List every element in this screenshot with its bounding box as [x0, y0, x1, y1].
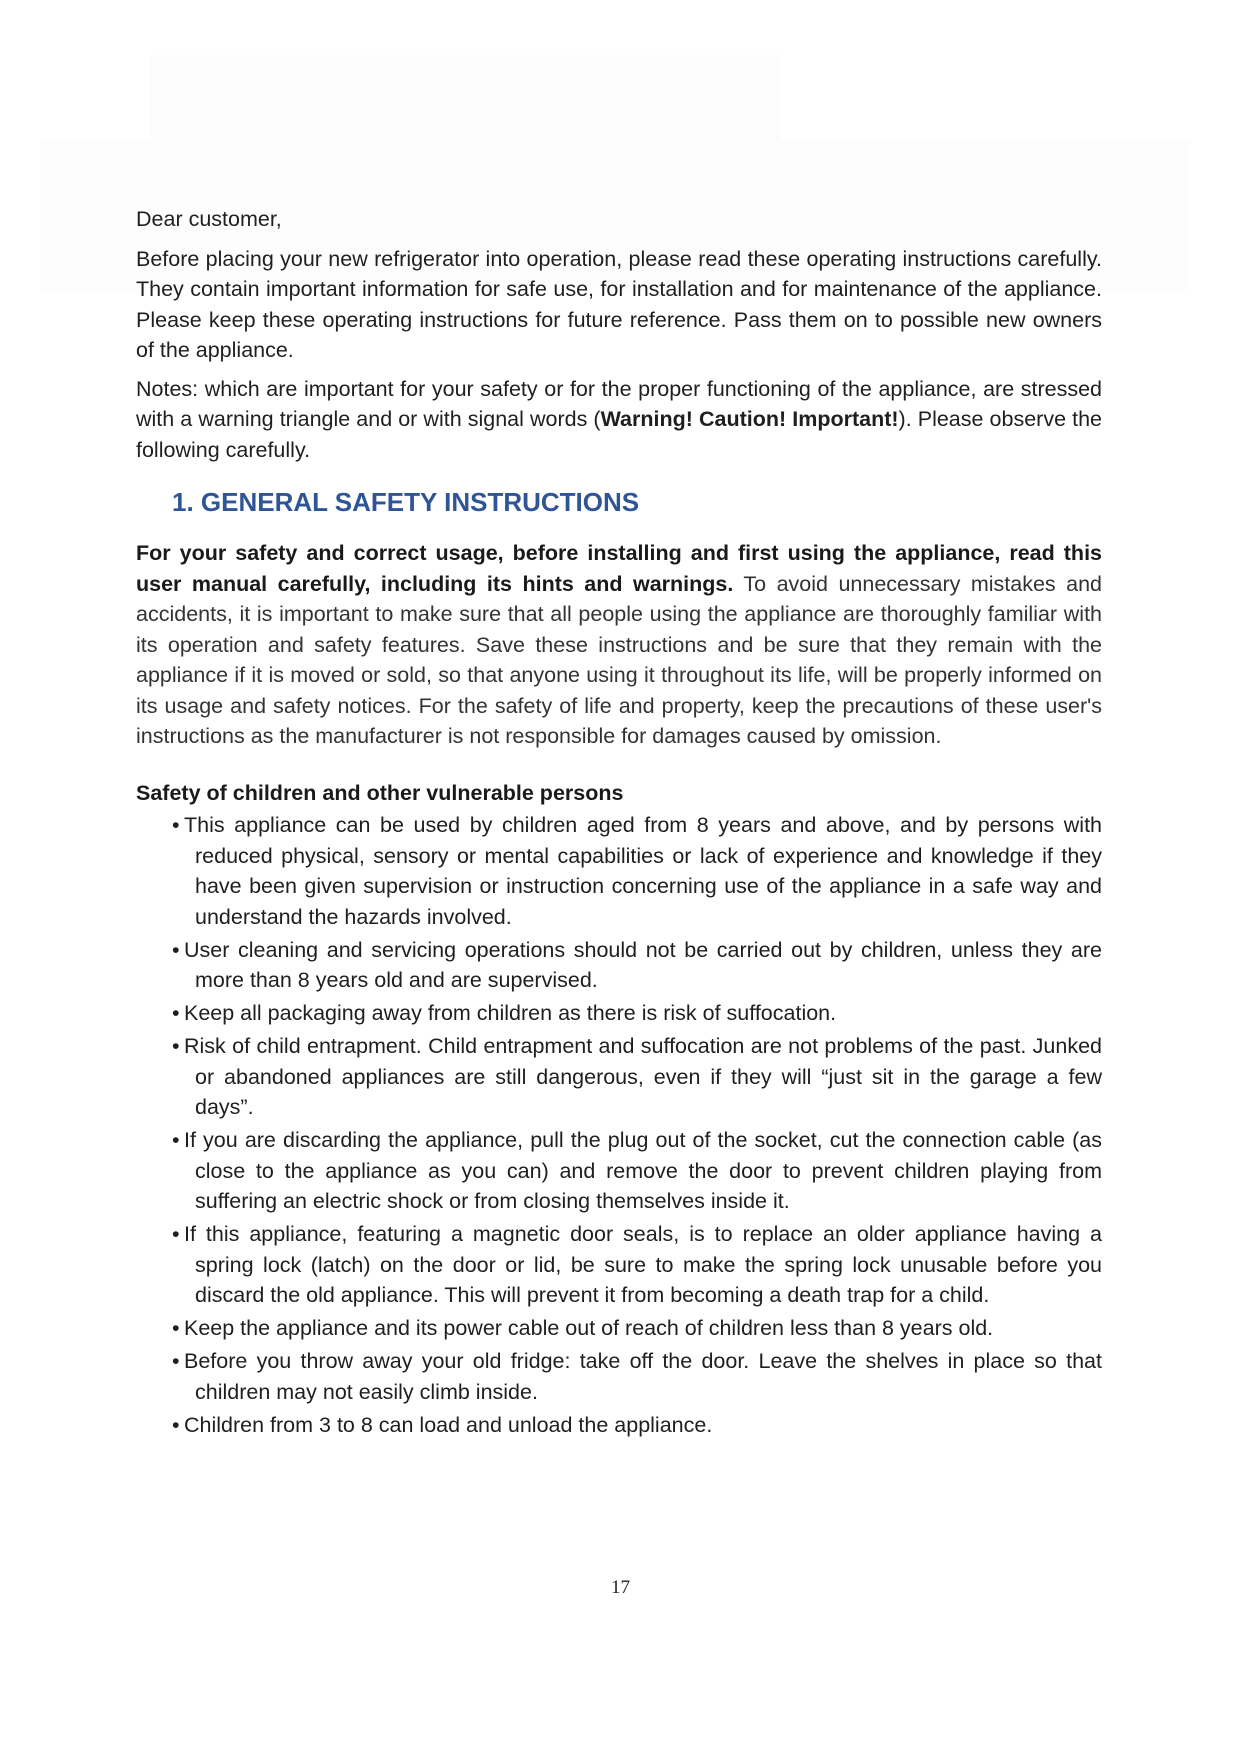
bullet-icon: • [172, 1128, 180, 1152]
bullet-icon: • [172, 1412, 180, 1437]
children-safety-heading: Safety of children and other vulnerable persons [136, 780, 624, 805]
list-item [136, 1125, 1102, 1217]
notes-paragraph [136, 374, 1102, 466]
children-safety-list [136, 810, 1102, 1440]
list-item-text: Before you throw away your old fridge: take off the door. Leave the shelves in place so that children may not easily climb inside. [184, 1349, 1102, 1404]
list-item [136, 998, 1102, 1029]
bullet-icon: • [172, 1349, 180, 1373]
bullet-icon: • [172, 1222, 180, 1246]
notes-text-before: Notes: which are important for your safety or for the proper functioning of the appliance, are stressed with a warning triangle and or with signal words ( [136, 376, 1102, 431]
document-page [136, 204, 1102, 1443]
list-item-text: Risk of child entrapment. Child entrapment and suffocation are not problems of the past. Junked or abandoned appliances are still dangerous, even if they will “just sit in the garage a few days”. [184, 1034, 1102, 1119]
safety-lead-bold: For your safety and correct usage, before installing and first using the appliance, read this user manual carefully, including its hints and warnings. [136, 541, 1102, 596]
list-item [136, 1219, 1102, 1311]
page-number: 17 [611, 1577, 630, 1598]
signal-words: Warning! Caution! Important! [600, 407, 899, 431]
notes-text-after: ). Please observe the following carefully. [136, 407, 1102, 462]
safety-lead-rest: To avoid unnecessary mistakes and accidents, it is important to make sure that all people using the appliance are thoroughly familiar with its operation and safety features. Save these instructions and be sure that they remain with the appliance if it is moved or sold, so that anyone using it throughout its life, will be properly informed on its usage and safety notices. For the safety of life and property, keep the precautions of these user's instructions as the manufacturer is not responsible for damages caused by omission. [136, 571, 1102, 748]
list-item-text: Keep all packaging away from children as there is risk of suffocation. [184, 1001, 837, 1025]
greeting: Dear customer, [136, 207, 282, 231]
section-heading: 1. GENERAL SAFETY INSTRUCTIONS [172, 487, 640, 517]
bullet-icon: • [172, 937, 180, 962]
list-item [136, 1346, 1102, 1407]
list-item [136, 810, 1102, 932]
list-item-text: This appliance can be used by children aged from 8 years and above, and by persons with reduced physical, sensory or mental capabilities or lack of experience and knowledge if they have been given supervision or instruction concerning use of the appliance in a safe way and understand the hazards involved. [184, 813, 1102, 929]
list-item [136, 935, 1102, 996]
bullet-icon: • [172, 813, 180, 837]
list-item-text: If this appliance, featuring a magnetic door seals, is to replace an older appliance having a spring lock (latch) on the door or lid, be sure to make the spring lock unusable before you discard the old appliance. This will prevent it from becoming a death trap for a child. [184, 1222, 1102, 1307]
bullet-icon: • [172, 1316, 180, 1340]
list-item-text: Keep the appliance and its power cable out of reach of children less than 8 years old. [184, 1316, 994, 1340]
bullet-icon: • [172, 1001, 180, 1025]
list-item-text: User cleaning and servicing operations should not be carried out by children, unless they are more than 8 years old and are supervised. [184, 937, 1102, 992]
safety-paragraph [136, 538, 1102, 752]
list-item-text: Children from 3 to 8 can load and unload the appliance. [184, 1412, 713, 1437]
list-item [136, 1313, 1102, 1344]
intro-paragraph: Before placing your new refrigerator into operation, please read these operating instructions carefully. They contain important information for safe use, for installation and for maintenance of the appliance. Please keep these operating instructions for future reference. Pass them on to possible new owners of the appliance. [136, 246, 1102, 362]
list-item [136, 1031, 1102, 1123]
list-item-text: If you are discarding the appliance, pull the plug out of the socket, cut the connection cable (as close to the appliance as you can) and remove the door to prevent children playing from suffering an electric shock or from closing themselves inside it. [184, 1128, 1102, 1213]
bullet-icon: • [172, 1034, 180, 1058]
list-item [136, 1410, 1102, 1441]
